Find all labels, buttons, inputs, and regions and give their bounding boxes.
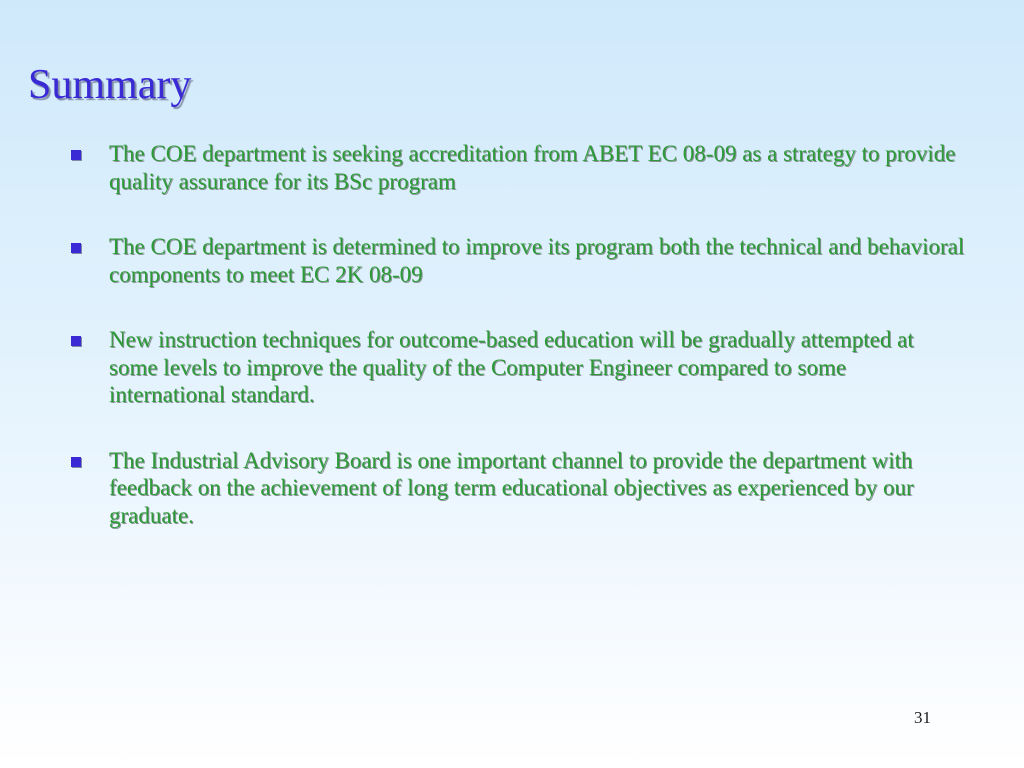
list-item <box>66 326 966 409</box>
bullet-list <box>66 140 966 567</box>
bullet-text: The COE department is determined to improve its program both the technical and behavioral components to meet EC 2K 08-09 <box>109 234 965 287</box>
square-bullet-icon <box>71 336 81 346</box>
list-item <box>66 140 966 195</box>
page-number: 31 <box>914 708 931 727</box>
bullet-text: The Industrial Advisory Board is one important channel to provide the department with feedback on the achievement of long term educational objectives as experienced by our graduate. <box>109 447 914 528</box>
square-bullet-icon <box>71 150 81 160</box>
list-item <box>66 233 966 288</box>
square-bullet-icon <box>71 457 81 467</box>
bullet-text: New instruction techniques for outcome-based education will be gradually attempted at some levels to improve the quality of the Computer Engineer compared to some international standard. <box>109 327 914 407</box>
list-item <box>66 447 966 530</box>
bullet-text: The COE department is seeking accreditation from ABET EC 08-09 as a strategy to provide quality assurance for its BSc program <box>109 141 956 194</box>
slide-title: Summary <box>28 62 192 108</box>
square-bullet-icon <box>71 243 81 253</box>
